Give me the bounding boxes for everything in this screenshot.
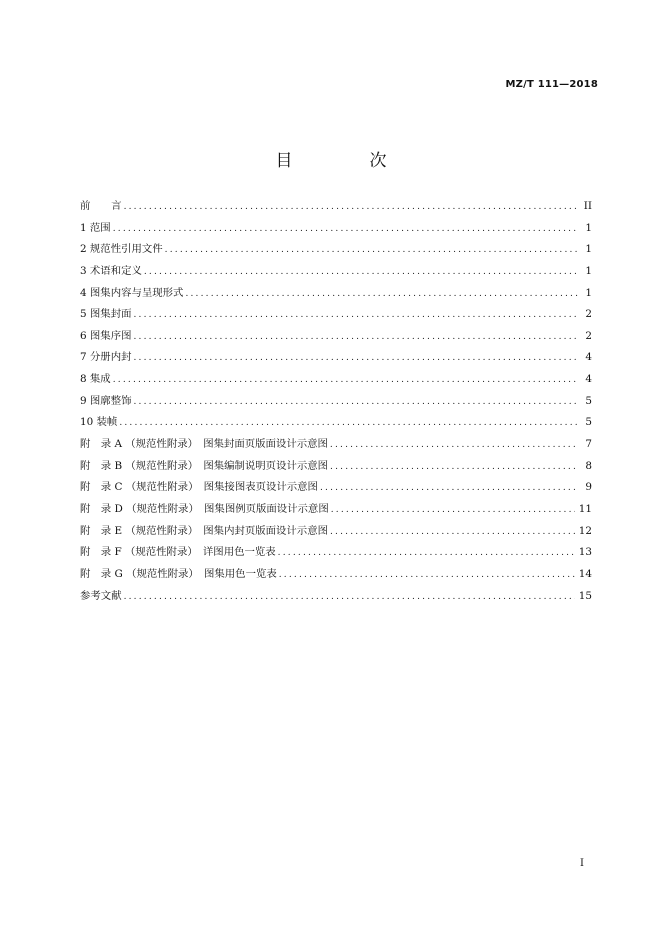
toc-label: 参考文献 — [80, 589, 122, 602]
toc-leader-dots — [113, 375, 578, 385]
toc-leader-dots — [330, 440, 578, 450]
toc-leader-dots — [279, 570, 575, 580]
toc-entry-appendix-g[interactable] — [80, 565, 592, 587]
toc-page-number: 4 — [585, 351, 592, 364]
toc-page-number: 4 — [585, 373, 592, 386]
toc-label: 附 录 A （规范性附录） 图集封面页版面设计示意图 — [80, 438, 328, 451]
toc-label: 9 图廓整饰 — [80, 394, 132, 407]
toc-page-number: 11 — [578, 502, 592, 515]
toc-page-number: 1 — [585, 221, 592, 234]
toc-label: 4 图集内容与呈现形式 — [80, 286, 184, 299]
toc-label: 附 录 C （规范性附录） 图集接图表页设计示意图 — [80, 481, 318, 494]
toc-entry-appendix-f[interactable] — [80, 543, 592, 565]
toc-label: 3 术语和定义 — [80, 264, 142, 277]
toc-label: 前 言 — [80, 200, 122, 212]
toc-page-number: 13 — [578, 546, 592, 559]
page-number: I — [580, 858, 584, 869]
toc-label: 6 图集序图 — [80, 329, 132, 342]
toc-leader-dots — [185, 289, 578, 299]
toc-label: 8 集成 — [80, 373, 111, 386]
toc-entry-7[interactable] — [80, 348, 592, 370]
toc-leader-dots — [133, 353, 578, 363]
toc-entry-1[interactable] — [80, 219, 592, 241]
toc-page-number: 7 — [585, 438, 592, 451]
toc-page-number: 1 — [585, 286, 592, 299]
toc-entry-8[interactable] — [80, 370, 592, 392]
toc-page-number: 1 — [585, 264, 592, 277]
toc-leader-dots — [133, 310, 578, 320]
toc-label: 附 录 G （规范性附录） 图集用色一览表 — [80, 567, 277, 580]
toc-page-number: 9 — [585, 481, 592, 494]
toc-entry-3[interactable] — [80, 262, 592, 284]
toc-leader-dots — [278, 548, 575, 558]
toc-leader-dots — [330, 462, 578, 472]
toc-leader-dots — [133, 332, 578, 342]
page-title: 目 次 — [275, 151, 417, 171]
toc-page-number: 5 — [585, 416, 592, 429]
toc-entry-9[interactable] — [80, 392, 592, 414]
toc-entry-5[interactable] — [80, 305, 592, 327]
toc-leader-dots — [133, 397, 578, 407]
toc-label: 1 范围 — [80, 221, 111, 234]
toc-leader-dots — [113, 224, 578, 234]
toc-leader-dots — [119, 418, 578, 428]
toc-page-number: 5 — [585, 394, 592, 407]
toc-leader-dots — [320, 483, 578, 493]
toc-page-number: 15 — [578, 589, 592, 602]
toc-label: 附 录 D （规范性附录） 图集图例页版面设计示意图 — [80, 502, 329, 515]
toc-entry-foreword[interactable] — [80, 197, 592, 219]
toc-entry-references[interactable] — [80, 587, 592, 609]
toc-entry-4[interactable] — [80, 284, 592, 306]
toc-leader-dots — [331, 505, 575, 515]
toc-leader-dots — [124, 592, 575, 602]
toc-entry-appendix-b[interactable] — [80, 457, 592, 479]
toc-leader-dots — [124, 202, 578, 212]
toc-page-number: 12 — [578, 524, 592, 537]
toc-label: 10 装帧 — [80, 416, 118, 429]
toc-label: 附 录 F （规范性附录） 详图用色一览表 — [80, 546, 276, 559]
toc-page-number: 14 — [578, 567, 592, 580]
toc-entry-10[interactable] — [80, 413, 592, 435]
toc-entry-appendix-e[interactable] — [80, 522, 592, 544]
toc-label: 7 分册内封 — [80, 351, 132, 364]
toc-page-number: 8 — [585, 459, 592, 472]
toc-label: 5 图集封面 — [80, 308, 132, 321]
toc-entry-appendix-a[interactable] — [80, 435, 592, 457]
toc-page-number: 2 — [585, 329, 592, 342]
toc-page-number: II — [583, 200, 592, 212]
toc-label: 附 录 B （规范性附录） 图集编制说明页设计示意图 — [80, 459, 329, 472]
toc-entry-appendix-d[interactable] — [80, 500, 592, 522]
toc-entry-6[interactable] — [80, 327, 592, 349]
toc-entry-2[interactable] — [80, 240, 592, 262]
toc-leader-dots — [330, 527, 575, 537]
toc-leader-dots — [165, 245, 578, 255]
toc-page-number: 2 — [585, 308, 592, 321]
toc-label: 附 录 E （规范性附录） 图集内封页版面设计示意图 — [80, 524, 328, 537]
standard-code: MZ/T 111—2018 — [505, 79, 598, 90]
toc-leader-dots — [144, 267, 578, 277]
toc-label: 2 规范性引用文件 — [80, 243, 163, 256]
table-of-contents — [80, 197, 592, 608]
toc-entry-appendix-c[interactable] — [80, 478, 592, 500]
toc-page-number: 1 — [585, 243, 592, 256]
